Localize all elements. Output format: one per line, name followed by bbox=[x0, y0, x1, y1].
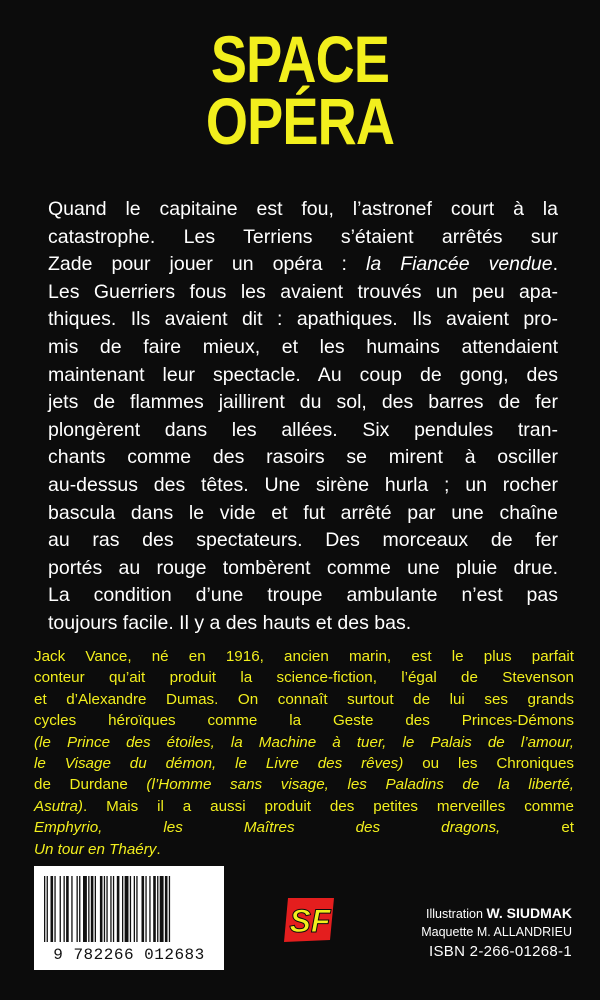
barcode-bar bbox=[134, 876, 135, 942]
book-title bbox=[54, 22, 546, 158]
barcode-bar bbox=[113, 876, 114, 942]
barcode-bar bbox=[83, 876, 87, 942]
barcode-bar bbox=[64, 876, 65, 942]
barcode-bar bbox=[130, 876, 131, 942]
back-cover-blurb bbox=[48, 196, 558, 638]
bio-line: Un tour en Thaéry. bbox=[34, 840, 161, 858]
barcode-bar bbox=[136, 876, 137, 942]
barcode-bar bbox=[160, 876, 164, 942]
barcode bbox=[34, 866, 224, 970]
barcode-bar bbox=[60, 876, 61, 942]
blurb-line: au ras des spectateurs. Des morceaux de fer bbox=[48, 529, 558, 552]
blurb-line: thiques. Ils avaient dit : apathiques. Ils avaient pro- bbox=[48, 308, 558, 331]
barcode-bar bbox=[106, 876, 107, 942]
blurb-line: portés au rouge tombèrent comme une pluie drue. bbox=[48, 556, 558, 579]
barcode-bar bbox=[47, 876, 48, 942]
sf-publisher-logo bbox=[282, 894, 338, 946]
bio-line: cycles héroïques comme la Geste des Princes-Démons bbox=[34, 712, 574, 730]
blurb-line: jets de flammes jaillirent du sol, des barres de fer bbox=[48, 391, 558, 414]
barcode-bar bbox=[79, 876, 80, 942]
barcode-bar bbox=[77, 876, 78, 942]
barcode-digits: 9 782266 012683 bbox=[53, 946, 205, 964]
bio-line: le Visage du démon, le Livre des rêves) ou les Chroniques bbox=[34, 754, 574, 772]
title-line-1: SPACE bbox=[210, 22, 390, 96]
blurb-line: mis de faire mieux, et les humains attendaient bbox=[48, 335, 558, 358]
barcode-bar bbox=[88, 876, 89, 942]
blurb-line: Quand le capitaine est fou, l’astronef court à la bbox=[48, 198, 558, 220]
blurb-line: maintenant leur spectacle. Au coup de gong, des bbox=[48, 363, 558, 386]
isbn: ISBN 2-266-01268-1 bbox=[429, 943, 572, 960]
barcode-bar bbox=[91, 876, 94, 942]
blurb-line: plongèrent dans les allées. Six pendules tran- bbox=[48, 418, 558, 441]
barcode-bar bbox=[44, 876, 45, 942]
barcode-bar bbox=[122, 876, 123, 942]
illustration-credit: Illustration W. SIUDMAK bbox=[425, 905, 572, 921]
barcode-bar bbox=[71, 876, 72, 942]
barcode-bar bbox=[117, 876, 120, 942]
blurb-line: Zade pour jouer un opéra : la Fiancée vendue. bbox=[48, 253, 558, 276]
bio-line: Emphyrio, les Maîtres des dragons, et bbox=[34, 819, 574, 837]
barcode-bar bbox=[104, 876, 105, 942]
blurb-line: toujours facile. Il y a des hauts et des bas. bbox=[48, 611, 412, 634]
barcode-bar bbox=[153, 876, 156, 942]
barcode-bar bbox=[66, 876, 69, 942]
barcode-bar bbox=[110, 876, 111, 942]
barcode-bar bbox=[169, 876, 170, 942]
blurb-line: chants comme des rasoirs se mirent à osciller bbox=[48, 446, 558, 469]
title-line-2: OPÉRA bbox=[205, 84, 395, 158]
barcode-bar bbox=[95, 876, 96, 942]
author-bio bbox=[34, 646, 574, 860]
svg-text:SF: SF bbox=[289, 903, 331, 939]
barcode-bar bbox=[157, 876, 158, 942]
barcode-bar bbox=[125, 876, 129, 942]
maquette-credit: Maquette M. ALLANDRIEU bbox=[421, 925, 572, 939]
barcode-bars bbox=[42, 876, 216, 946]
barcode-bar bbox=[51, 876, 54, 942]
bio-line: (le Prince des étoiles, la Machine à tuer, le Palais de l’amour, bbox=[34, 733, 574, 751]
barcode-bar bbox=[142, 876, 145, 942]
barcode-bar bbox=[165, 876, 168, 942]
blurb-line: La condition d’une troupe ambulante n’est pas bbox=[48, 584, 558, 607]
barcode-bar bbox=[100, 876, 103, 942]
barcode-bar bbox=[145, 876, 146, 942]
bio-line: de Durdane (l’Homme sans visage, les Paladins de la liberté, bbox=[34, 776, 574, 794]
blurb-line: au-dessus des têtes. Une sirène hurla ; un rocher bbox=[48, 473, 558, 496]
blurb-line: Les Guerriers fous les avaient trouvés un peu apa- bbox=[48, 280, 558, 303]
barcode-bar bbox=[54, 876, 55, 942]
bio-line: et d’Alexandre Dumas. On connaît surtout de lui ses grands bbox=[34, 690, 574, 708]
blurb-line: catastrophe. Les Terriens s’étaient arrêtés sur bbox=[48, 225, 558, 248]
bio-line: conteur qu’ait produit la science-fiction, l’égal de Stevenson bbox=[34, 669, 574, 687]
blurb-line: bascula dans le vide et fut arrêté par une chaîne bbox=[48, 501, 558, 524]
barcode-bar bbox=[149, 876, 150, 942]
credits bbox=[421, 904, 572, 963]
bio-line: Jack Vance, né en 1916, ancien marin, est le plus parfait bbox=[34, 648, 574, 665]
bio-line: Asutra). Mais il a aussi produit des petites merveilles comme bbox=[34, 797, 574, 815]
